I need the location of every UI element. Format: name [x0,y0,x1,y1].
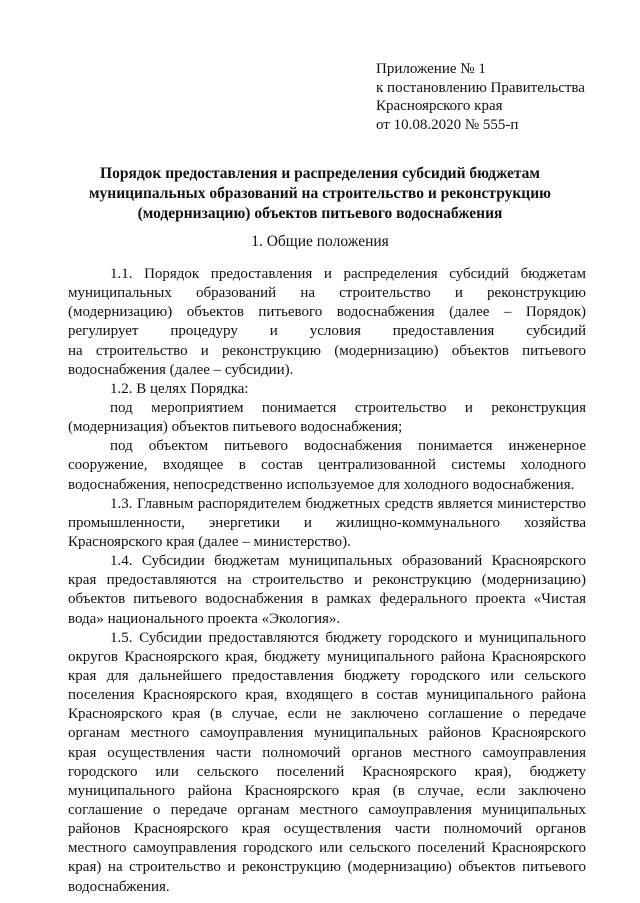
body-line: органам местного самоуправления муниципальных районов Красноярского [68,725,586,742]
body-line: 1.4. Субсидии бюджетам муниципальных образований Красноярского [110,553,586,570]
body-line: соглашение о передаче органам местного самоуправления муниципальных [68,801,586,818]
body-line: муниципального района Красноярского края (в случае, если заключено [68,782,586,799]
appendix-line: Красноярского края [376,98,503,114]
body-line: 1.1. Порядок предоставления и распределения субсидий бюджетам [110,266,586,282]
body-line: водоснабжения, непосредственно используемое для холодного водоснабжения. [68,476,575,493]
body-line: муниципальных образований на строительство и реконструкцию [68,285,586,302]
appendix-line: к постановлению Правительства [376,79,585,96]
body-line: края предоставляются на строительство и реконструкцию (модернизацию) [68,572,586,589]
body-line: 1.2. В целях Порядка: [110,380,249,397]
body-line: регулирует процедуру и условия предоставления субсидий [68,323,586,340]
section-heading: 1. Общие положения [251,233,389,250]
body-line: Красноярского края (далее – министерство). [68,533,351,550]
body-line: (модернизацию) объектов питьевого водоснабжения (далее – Порядок) [68,304,586,321]
body-line: поселения Красноярского края, входящего в состав муниципального района [68,687,586,704]
body-line: сооружение, входящее в состав централизованной системы холодного [68,457,586,474]
body-line: водоснабжения. [68,878,170,895]
body-line: промышленности, энергетики и жилищно-коммунального хозяйства [68,514,586,531]
body-line: городского или сельского поселений Красноярского края), бюджету [68,763,586,780]
appendix-line: от 10.08.2020 № 555-п [376,116,519,133]
body-line: объектов питьевого водоснабжения в рамках федерального проекта «Чистая [68,591,586,608]
body-line: 1.5. Субсидии предоставляются бюджету городского и муниципального [110,629,586,646]
title-line: (модернизацию) объектов питьевого водоснабжения [137,205,503,222]
appendix-line: Приложение № 1 [376,61,486,77]
body-line: вода» национального проекта «Экология». [68,610,341,627]
body-line: водоснабжения (далее – субсидии). [68,361,294,378]
body-line: края осуществления части полномочий органов местного самоуправления [68,744,586,761]
body-line: Красноярского края (в случае, если не заключено соглашение о передаче [68,706,586,723]
body-line: края для дальнейшего предоставления бюджету городского или сельского [68,667,586,684]
body-line: под мероприятием понимается строительство и реконструкция [110,399,586,416]
body-line: районов Красноярского края осуществления части полномочий органов [68,821,586,838]
body-line: 1.3. Главным распорядителем бюджетных средств является министерство [110,495,586,512]
title-line: муниципальных образований на строительство и реконструкцию [88,185,552,202]
body-line: на строительство и реконструкцию (модернизацию) объектов питьевого [68,342,586,359]
title-line: Порядок предоставления и распределения субсидий бюджетам [100,165,540,182]
document-title [60,164,580,224]
document-body [68,265,586,897]
body-line: (модернизация) объектов питьевого водоснабжения; [68,419,403,436]
appendix-header [376,60,585,134]
body-line: края) на строительство и реконструкцию (модернизацию) объектов питьевого [68,859,586,876]
body-line: местного самоуправления городского или сельского поселений Красноярского [68,840,586,857]
body-line: округов Красноярского края, бюджету муниципального района Красноярского [68,648,586,665]
body-line: под объектом питьевого водоснабжения понимается инженерное [110,438,586,455]
